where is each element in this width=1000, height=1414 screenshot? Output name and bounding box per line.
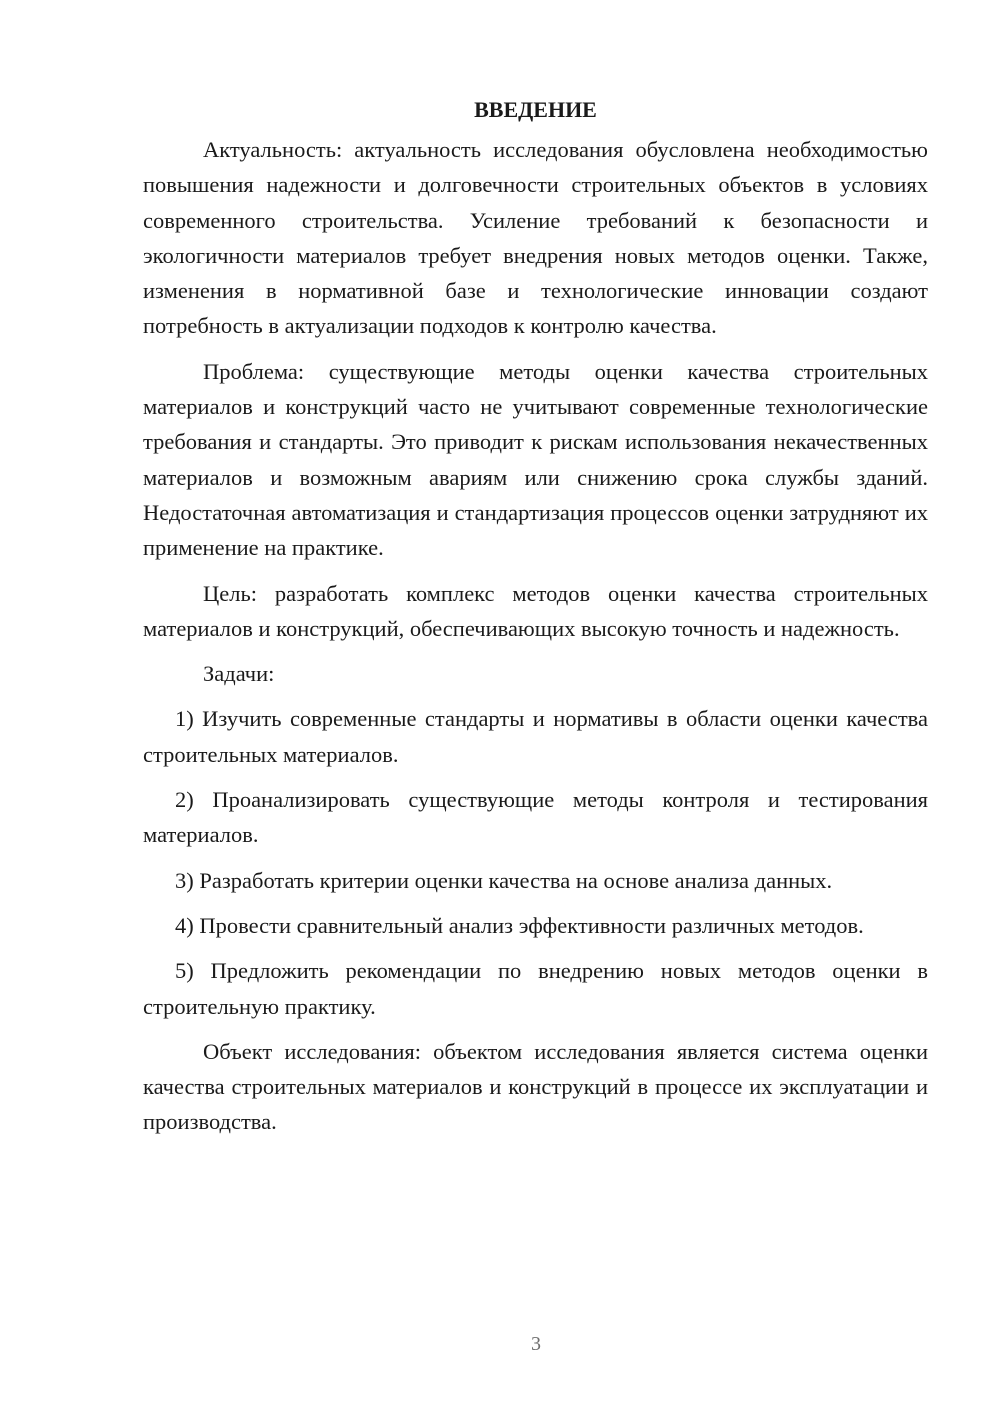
task-item-2: 2) Проанализировать существующие методы контроля и тестирования материалов. (143, 787, 928, 848)
task-item-3: 3) Разработать критерии оценки качества на основе анализа данных. (175, 867, 833, 893)
task-item-1: 1) Изучить современные стандарты и нормативы в области оценки качества строительных материалов. (143, 706, 928, 767)
task-item-4: 4) Провести сравнительный анализ эффективности различных методов. (175, 912, 864, 938)
section-title: ВВЕДЕНИЕ (474, 97, 597, 122)
tasks-heading: Задачи: (203, 661, 275, 687)
document-page (143, 90, 928, 1150)
page-number: 3 (531, 1333, 541, 1355)
paragraph-relevance: Актуальность: актуальность исследования обусловлена необходимостью повышения надежности и долговечности строительных объектов в условиях современного строительства. Усиление требований к безопасности и экологичности материалов требует внедрения новых методов оценки. Также, изменения в нормативной базе и технологические инновации создают потребность в актуализации подходов к контролю качества. (143, 137, 928, 339)
paragraph-goal: Цель: разработать комплекс методов оценки качества строительных материалов и конструкций, обеспечивающих высокую точность и надежность. (143, 580, 928, 641)
task-item-5: 5) Предложить рекомендации по внедрению новых методов оценки в строительную практику. (143, 958, 928, 1019)
paragraph-research-object: Объект исследования: объектом исследования является система оценки качества строительных материалов и конструкций в процессе их эксплуатации и производства. (143, 1038, 928, 1135)
paragraph-problem: Проблема: существующие методы оценки качества строительных материалов и конструкций часто не учитывают современные технологические требования и стандарты. Это приводит к рискам использования некачественных материалов и возможным авариям или снижению срока службы зданий. Недостаточная автоматизация и стандартизация процессов оценки затрудняют их применение на практике. (143, 358, 928, 561)
